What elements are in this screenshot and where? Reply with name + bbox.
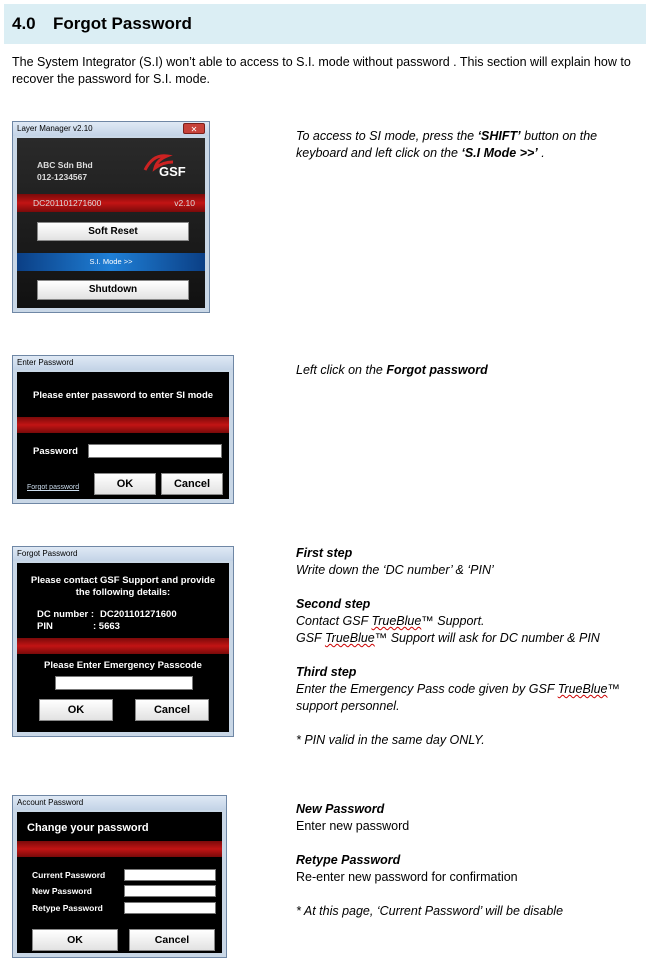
close-icon[interactable]: ✕ (183, 123, 205, 134)
step1-instruction: To access to SI mode, press the ‘SHIFT’ button on the keyboard and left click on the ‘S.I Mode >>’ . (296, 129, 598, 160)
forgot-password-body (17, 563, 229, 732)
red-divider (17, 841, 222, 857)
new-password-text: Enter new password (296, 819, 410, 833)
second-step-title: Second step (296, 597, 371, 611)
enter-password-window (12, 355, 234, 504)
forgot-password-label: Forgot password (386, 363, 488, 377)
account-password-window (12, 795, 227, 958)
cancel-button[interactable]: Cancel (129, 929, 215, 951)
version-label: v2.10 (174, 198, 195, 208)
cancel-button[interactable]: Cancel (161, 473, 223, 495)
second-step-line-2: GSF TrueBlue™ Support will ask for DC number & PIN (296, 631, 600, 645)
third-step-line-2: support personnel. (296, 699, 400, 713)
section-title: Forgot Password (53, 14, 192, 33)
new-password-title: New Password (296, 802, 385, 816)
cancel-button[interactable]: Cancel (135, 699, 209, 721)
window-title: Enter Password (13, 356, 233, 370)
current-password-input[interactable] (124, 869, 216, 881)
enter-password-body (17, 372, 229, 499)
intro-paragraph: The System Integrator (S.I) won’t able to access to S.I. mode without password . This section will explain how to recover the password for S.I. mode. (12, 55, 631, 86)
account-password-body (17, 812, 222, 953)
dc-number-label: DC number : (37, 609, 94, 620)
dc-number-value: DC201101271600 (100, 609, 177, 620)
third-step-title: Third step (296, 665, 357, 679)
disable-note: * At this page, ‘Current Password’ will be disable (296, 904, 564, 918)
retype-password-label: Retype Password (32, 903, 103, 913)
window-title: Layer Manager v2.10 (13, 122, 209, 136)
red-divider (17, 638, 229, 654)
forgot-password-link[interactable]: Forgot password (27, 484, 80, 491)
password-notes (296, 801, 636, 920)
company-phone: 012-1234567 (37, 172, 88, 182)
logo-text: GSF (159, 164, 186, 179)
recovery-steps (296, 545, 636, 749)
support-line-1: Please contact GSF Support and provide (30, 575, 216, 586)
si-mode-label: ‘S.I Mode >>’ (461, 146, 538, 160)
window-title: Account Password (13, 796, 226, 810)
change-password-heading: Change your password (27, 822, 149, 834)
first-step-title: First step (296, 546, 353, 560)
password-input[interactable] (88, 444, 222, 458)
layer-manager-window (12, 121, 210, 313)
section-number: 4.0 (12, 14, 36, 33)
passcode-input[interactable] (55, 676, 193, 690)
new-password-input[interactable] (124, 885, 216, 897)
first-step-text: Write down the ‘DC number’ & ‘PIN’ (296, 563, 494, 577)
shutdown-button[interactable]: Shutdown (37, 280, 189, 300)
second-step-line-1: Contact GSF TrueBlue™ Support. (296, 614, 485, 628)
new-password-label: New Password (32, 886, 92, 896)
current-password-label: Current Password (32, 870, 106, 880)
pin-value: : 5663 (93, 621, 120, 632)
layer-manager-body (17, 138, 205, 308)
shift-key-label: ‘SHIFT’ (477, 129, 521, 143)
password-label: Password (33, 446, 78, 457)
dc-number: DC201101271600 (33, 198, 102, 208)
retype-password-text: Re-enter new password for confirmation (296, 870, 518, 884)
red-divider (17, 417, 229, 433)
pin-label: PIN (37, 621, 53, 632)
forgot-password-window (12, 546, 234, 737)
step2-instruction: Left click on the Forgot password (296, 363, 488, 377)
ok-button[interactable]: OK (94, 473, 156, 495)
company-name: ABC Sdn Bhd (37, 160, 93, 170)
si-mode-button[interactable]: S.I. Mode >> (17, 253, 205, 271)
enter-password-heading: Please enter password to enter SI mode (33, 390, 214, 401)
ok-button[interactable]: OK (39, 699, 113, 721)
ok-button[interactable]: OK (32, 929, 118, 951)
soft-reset-button[interactable]: Soft Reset (37, 222, 189, 241)
passcode-label: Please Enter Emergency Passcode (44, 660, 202, 671)
window-title: Forgot Password (13, 547, 233, 561)
support-line-2: the following details: (75, 587, 171, 598)
retype-password-title: Retype Password (296, 853, 401, 867)
retype-password-input[interactable] (124, 902, 216, 914)
third-step-line-1: Enter the Emergency Pass code given by GSF TrueBlue™ (296, 682, 621, 696)
gsf-logo (143, 150, 189, 189)
pin-validity-note: * PIN valid in the same day ONLY. (296, 733, 485, 747)
